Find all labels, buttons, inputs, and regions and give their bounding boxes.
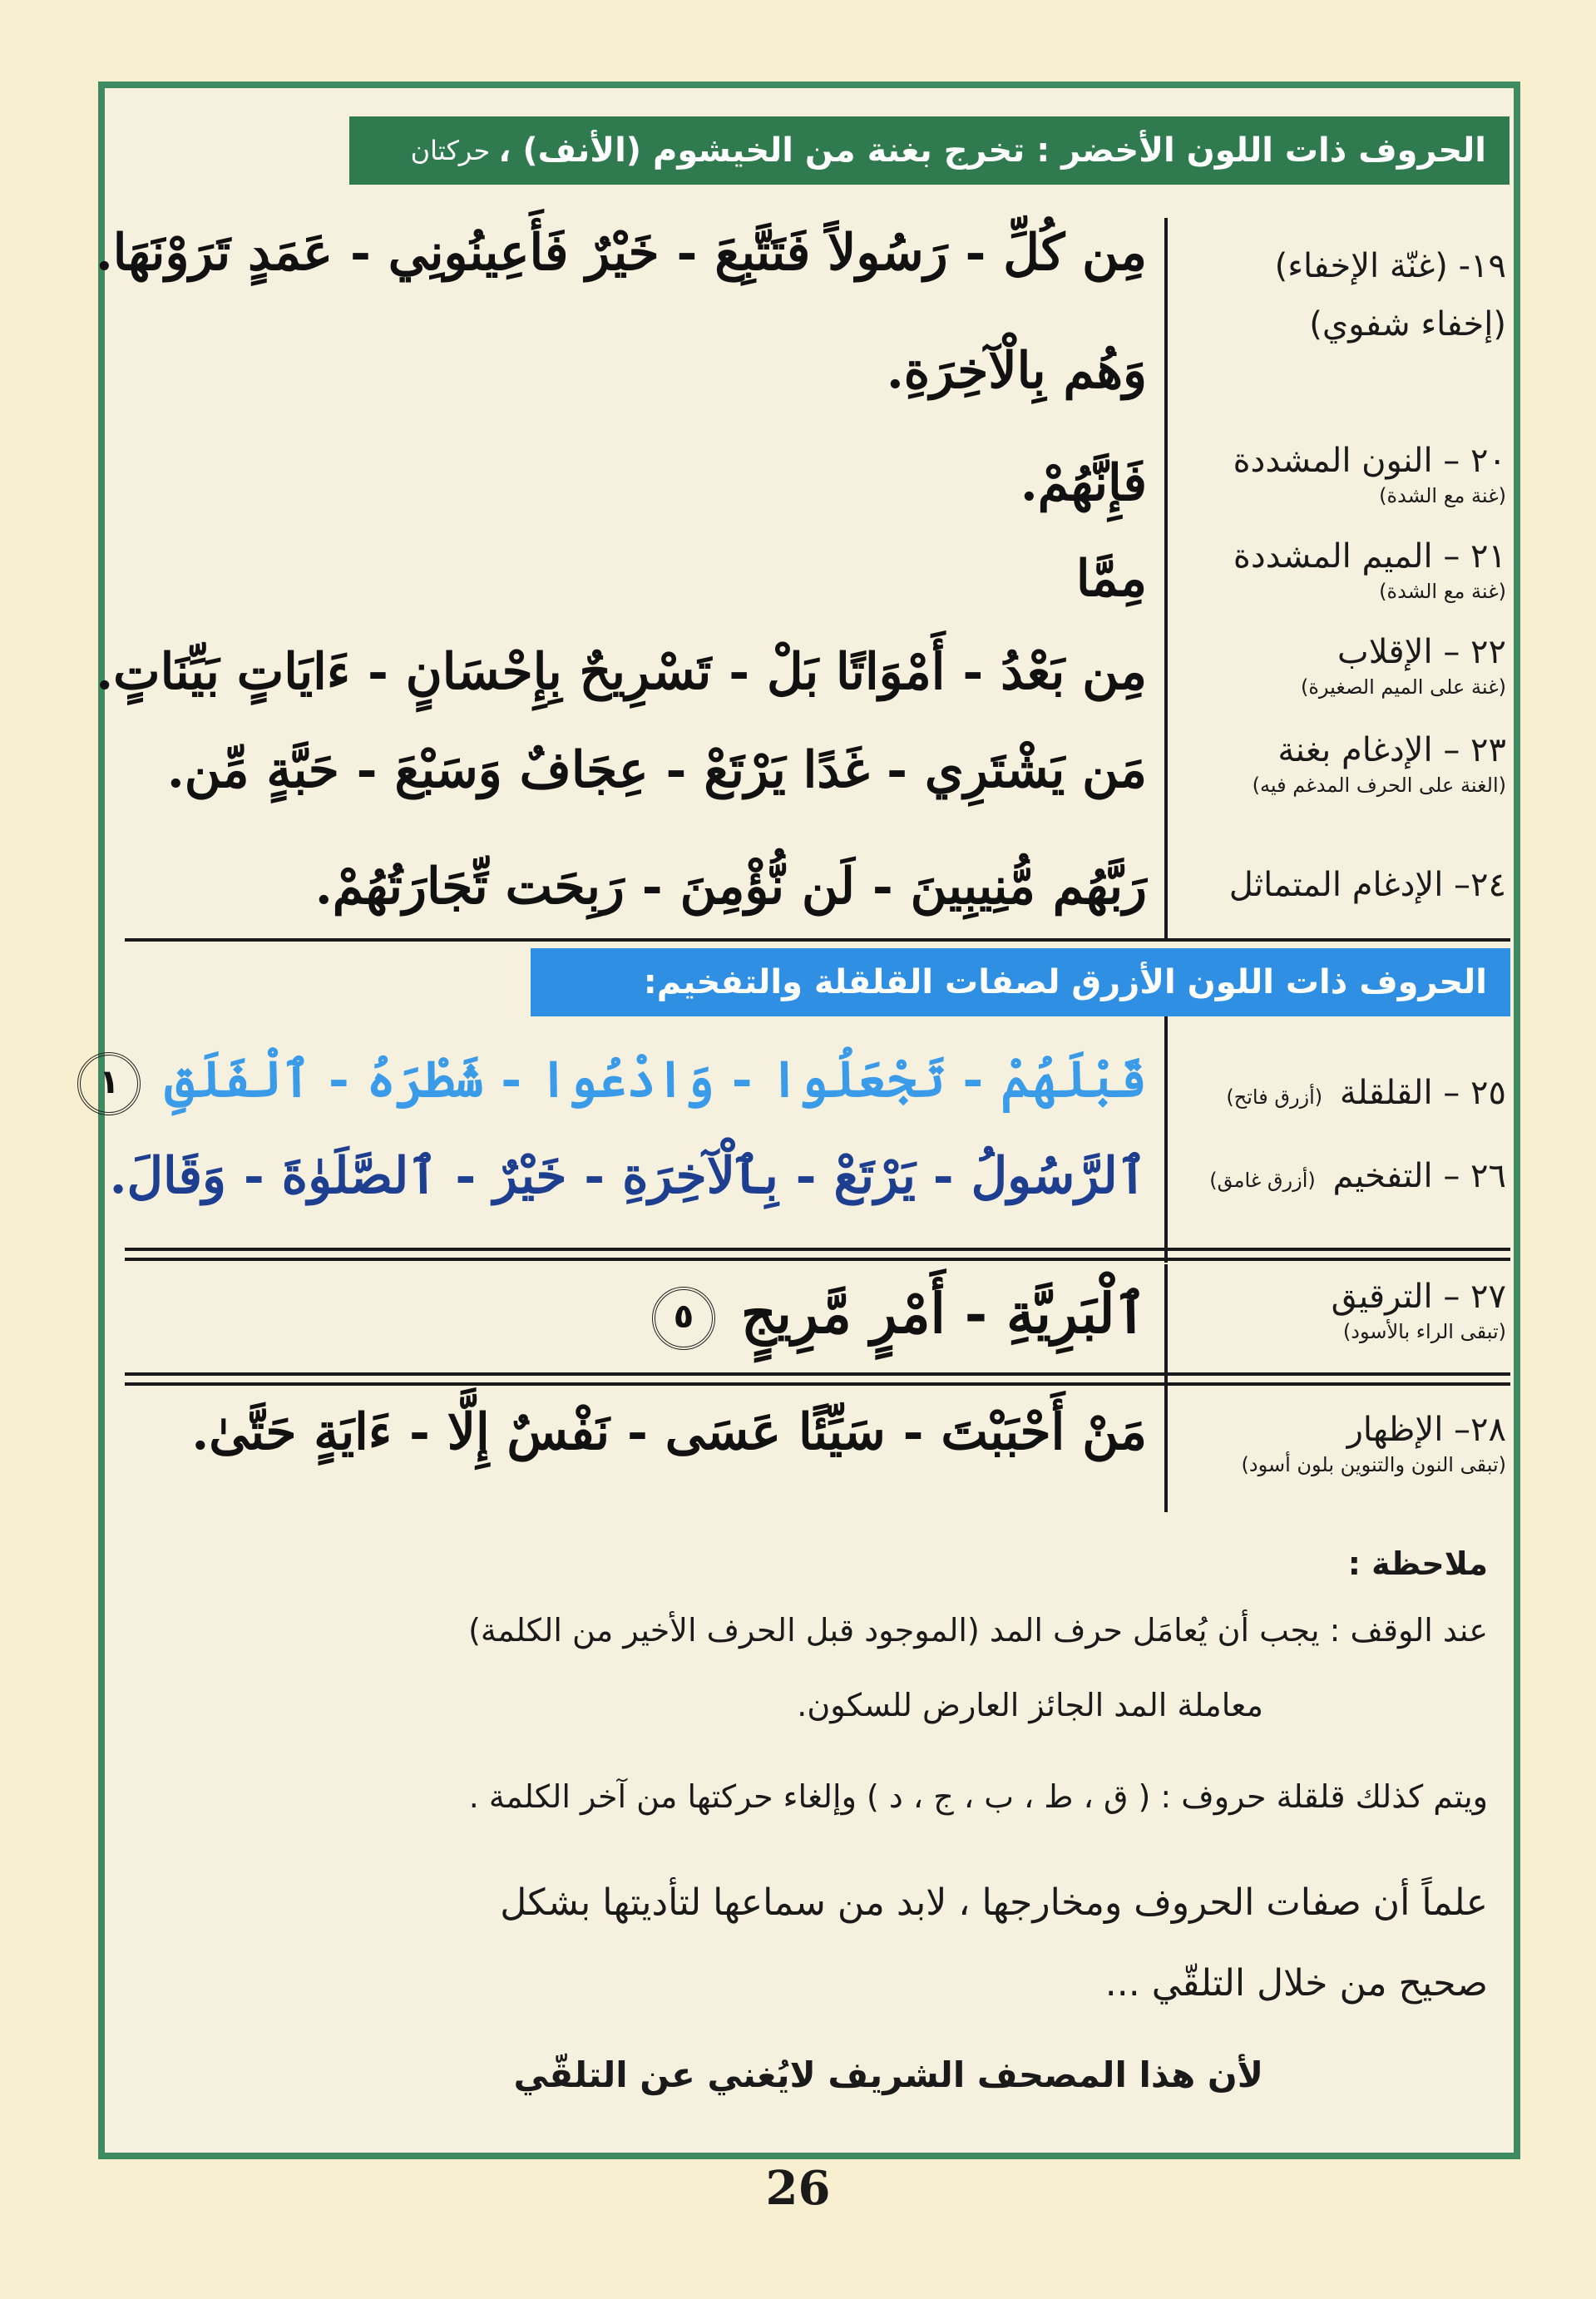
rule-sub: (غنة مع الشدة) bbox=[1379, 580, 1506, 603]
rule-24 bbox=[1229, 865, 1506, 905]
section-separator bbox=[125, 1382, 1510, 1386]
column-divider-bottom bbox=[1164, 1264, 1168, 1512]
rule-label: ١٩- (غنّة الإخفاء) bbox=[1274, 247, 1506, 285]
rule-label: ٢٧ – الترقيق bbox=[1331, 1278, 1506, 1316]
rule-21 bbox=[1233, 536, 1506, 604]
column-divider-mid bbox=[1164, 1013, 1168, 1263]
rule-label: ٢٢ – الإقلاب bbox=[1337, 633, 1506, 671]
example-25 bbox=[71, 1050, 1147, 1115]
rule-sub: (غنة على الميم الصغيرة) bbox=[1300, 675, 1506, 699]
example-23: مَن يَشْتَرِي - غَدًا يَرْتَعْ - عِجَافٌ وَسَبْعَ - حَبَّةٍ مِّن. bbox=[166, 741, 1147, 799]
rule-label: ٢٠ – النون المشددة bbox=[1233, 442, 1506, 480]
notes-section bbox=[1348, 1545, 1488, 1582]
note-emphasis: لأن هذا المصحف الشريف لايُغني عن التلقّي bbox=[513, 2054, 1263, 2095]
rule-sub: (إخفاء شفوي) bbox=[1309, 305, 1506, 344]
example-24: رَبَّهُم مُّنِيبِينَ - لَن نُّؤْمِنَ - رَبِحَت تِّجَارَتُهُمْ. bbox=[314, 858, 1147, 916]
rule-label: ٢٨– الإظهار bbox=[1346, 1411, 1506, 1449]
rule-25 bbox=[1226, 1073, 1506, 1113]
note-paragraph: ويتم كذلك قلقلة حروف : ( ق ، ط ، ب ، ج ، د ) وإلغاء حركتها من آخر الكلمة . bbox=[468, 1778, 1488, 1815]
note-paragraph: علماً أن صفات الحروف ومخارجها ، لابد من سماعها لتأديتها بشكل bbox=[500, 1881, 1488, 1924]
rule-sub: (الغنة على الحرف المدغم فيه) bbox=[1252, 774, 1506, 797]
ayah-number: ٥ bbox=[652, 1287, 715, 1350]
rule-label: ٢٦ – التفخيم bbox=[1332, 1157, 1506, 1195]
rule-26 bbox=[1209, 1156, 1506, 1196]
example-22: مِن بَعْدُ - أَمْوَاتًا بَلْ - تَسْرِيحٌ بِإِحْسَانٍ - ءَايَاتٍ بَيِّنَاتٍ. bbox=[96, 643, 1147, 701]
example-27 bbox=[645, 1281, 1147, 1350]
rule-20 bbox=[1233, 441, 1506, 508]
section-separator bbox=[125, 1258, 1510, 1261]
rule-23 bbox=[1253, 730, 1506, 798]
example-20: فَإِنَّهُمْ. bbox=[1020, 454, 1147, 512]
section-separator bbox=[125, 1248, 1510, 1251]
rule-label: ٢١ – الميم المشددة bbox=[1233, 537, 1506, 576]
section-separator bbox=[125, 1372, 1510, 1376]
notes-title: ملاحظة : bbox=[1347, 1545, 1488, 1582]
example-19a: مِن كُلِّ - رَسُولاً فَتَتَّبِعَ - خَيْرٌ فَأَعِينُونِي - عَمَدٍ تَرَوْنَهَا. bbox=[95, 224, 1147, 282]
green-banner-note: حركتان bbox=[410, 135, 491, 166]
example-27-text: ٱلْبَرِيَّةِ - أَمْرٍ مَّرِيجٍ bbox=[740, 1281, 1147, 1346]
rule-sub: (غنة مع الشدة) bbox=[1379, 484, 1506, 507]
example-25-text: قَبْلَهُمْ - تَجْعَلُوا - وَادْعُوا - شَطْرَهُ - ٱلْفَلَقِ bbox=[165, 1051, 1147, 1109]
example-19b: وَهُم بِالْآخِرَةِ. bbox=[886, 342, 1147, 400]
section-separator bbox=[125, 938, 1510, 942]
rule-sub: (تبقى النون والتنوين بلون أسود) bbox=[1241, 1453, 1506, 1476]
rule-sub: (أزرق غامق) bbox=[1209, 1169, 1316, 1192]
green-banner-title: الحروف ذات اللون الأخضر : تخرج بغنة من الخيشوم (الأنف) ، bbox=[498, 131, 1486, 170]
note-paragraph: معاملة المد الجائز العارض للسكون. bbox=[797, 1687, 1263, 1723]
blue-letters-banner bbox=[531, 948, 1510, 1016]
note-paragraph: صحيح من خلال التلقّي ... bbox=[1104, 1962, 1488, 2005]
page-number: 26 bbox=[765, 2161, 831, 2216]
ayah-number: ١ bbox=[77, 1052, 141, 1115]
rule-28 bbox=[1242, 1410, 1506, 1477]
example-28: مَنْ أَحْبَبْتَ - سَيِّئًا عَسَى - نَفْسٌ إِلَّا - ءَايَةٍ حَتَّىٰ. bbox=[191, 1403, 1147, 1461]
note-paragraph: عند الوقف : يجب أن يُعامَل حرف المد (الموجود قبل الحرف الأخير من الكلمة) bbox=[468, 1612, 1488, 1649]
rule-label: ٢٤– الإدغام المتماثل bbox=[1228, 866, 1506, 904]
rule-22 bbox=[1301, 632, 1506, 700]
column-divider-top bbox=[1164, 218, 1168, 942]
rule-19 bbox=[1275, 246, 1506, 344]
example-26: ٱلرَّسُولُ - يَرْتَعْ - بِٱلْآخِرَةِ - خَيْرٌ - ٱلصَّلَوٰةَ - وَقَالَ. bbox=[109, 1147, 1147, 1205]
green-letters-banner bbox=[349, 116, 1510, 185]
rule-sub: (أزرق فاتح) bbox=[1226, 1085, 1323, 1109]
page-frame bbox=[95, 82, 1520, 2159]
blue-banner-title: الحروف ذات اللون الأزرق لصفات القلقلة والتفخيم: bbox=[643, 963, 1487, 1001]
example-21: مِمَّا bbox=[1075, 550, 1147, 608]
rule-sub: (تبقى الراء بالأسود) bbox=[1342, 1320, 1506, 1343]
rule-27 bbox=[1332, 1277, 1506, 1344]
rule-label: ٢٥ – القلقلة bbox=[1339, 1074, 1506, 1112]
rule-label: ٢٣ – الإدغام بغنة bbox=[1277, 731, 1506, 769]
